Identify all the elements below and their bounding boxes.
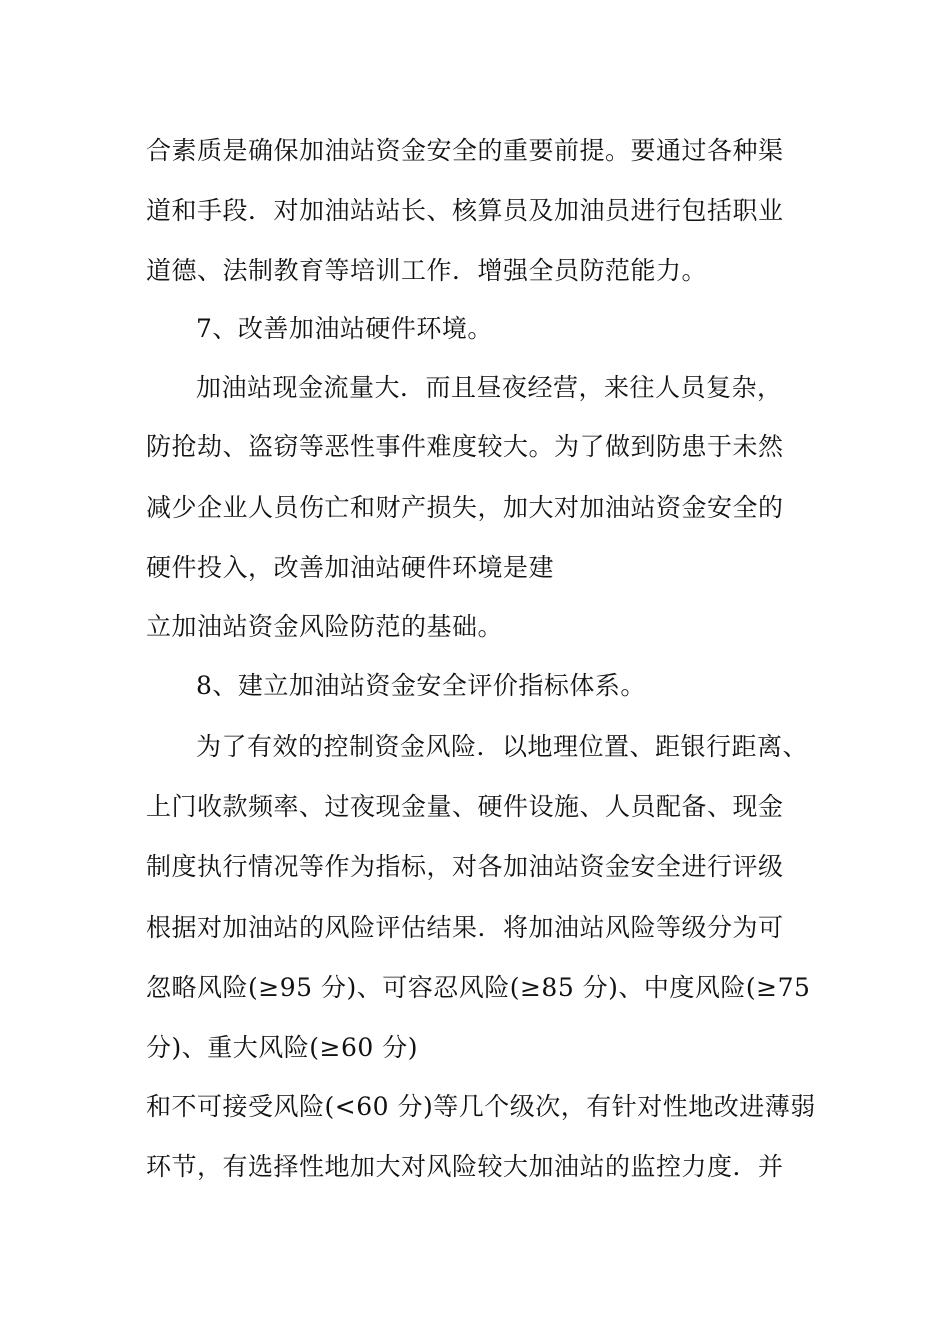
text-line: 道德、法制教育等培训工作．增强全员防范能力。: [146, 256, 708, 285]
text-line: 环节，有选择性地加大对风险较大加油站的监控力度．并: [146, 1152, 784, 1181]
text-line: 和不可接受风险(<60 分)等几个级次，有针对性地改进薄弱: [146, 1092, 816, 1121]
text-line: 合素质是确保加油站资金安全的重要前提。要通过各种渠: [146, 136, 784, 165]
text-line: 为了有效的控制资金风险．以地理位置、距银行距离、: [196, 732, 809, 761]
text-line: 忽略风险(≥95 分)、可容忍风险(≥85 分)、中度风险(≥75: [146, 973, 811, 1002]
text-line: 上门收款频率、过夜现金量、硬件设施、人员配备、现金: [146, 792, 784, 821]
text-line: 根据对加油站的风险评估结果．将加油站风险等级分为可: [146, 913, 784, 942]
text-line: 加油站现金流量大．而且昼夜经营，来往人员复杂，: [196, 373, 783, 402]
text-line: 防抢劫、盗窃等恶性事件难度较大。为了做到防患于未然: [146, 432, 784, 461]
text-line: 硬件投入，改善加油站硬件环境是建: [146, 553, 555, 582]
text-line: 制度执行情况等作为指标，对各加油站资金安全进行评级: [146, 852, 784, 881]
section-heading: 8、建立加油站资金安全评价指标体系。: [196, 671, 646, 700]
text-line: 道和手段．对加油站站长、核算员及加油员进行包括职业: [146, 196, 784, 225]
section-heading: 7、改善加油站硬件环境。: [196, 314, 493, 343]
text-line: 减少企业人员伤亡和财产损失，加大对加油站资金安全的: [146, 493, 784, 522]
text-line: 分)、重大风险(≥60 分): [146, 1033, 418, 1062]
text-line: 立加油站资金风险防范的基础。: [146, 612, 504, 641]
